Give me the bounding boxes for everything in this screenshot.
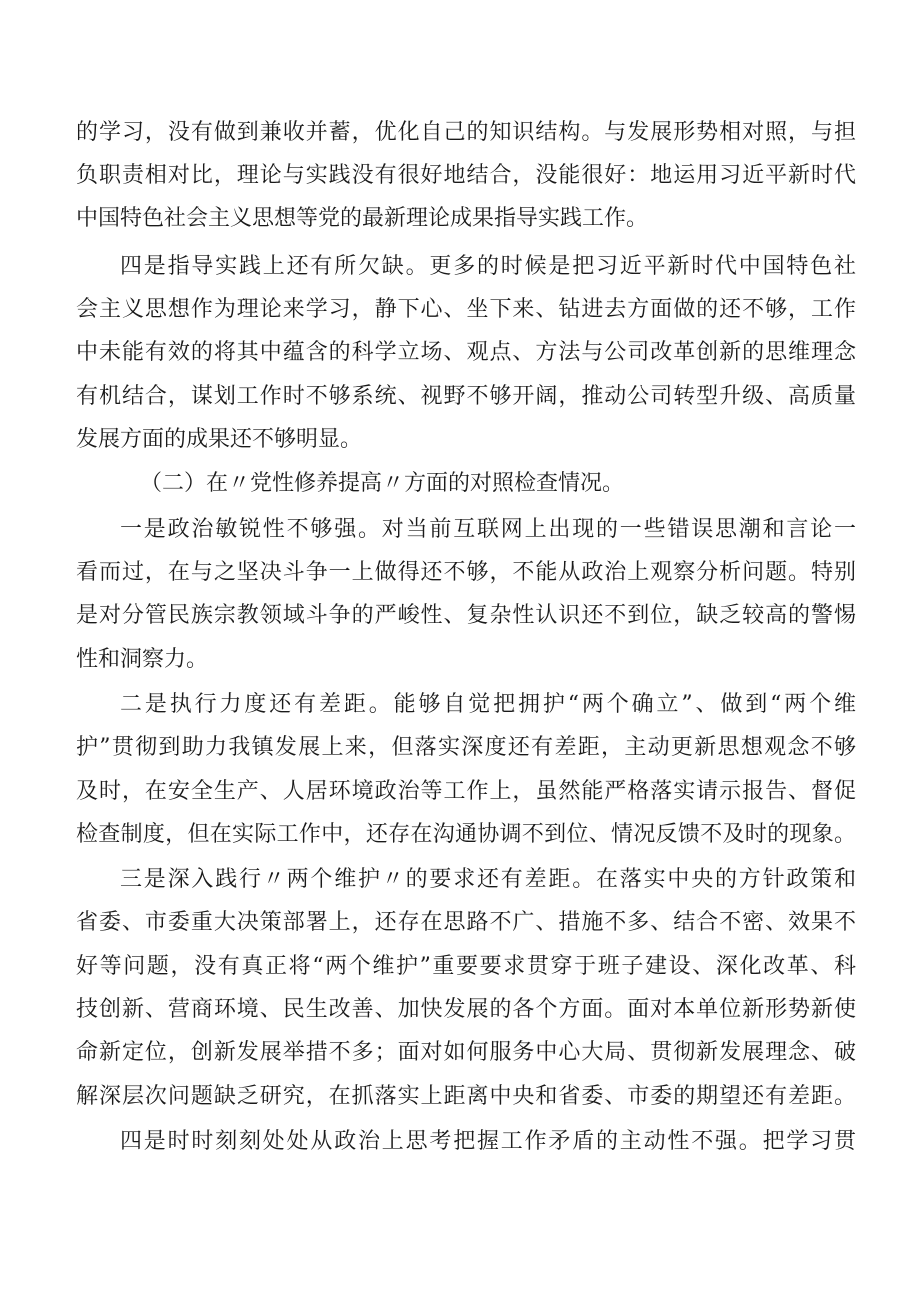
text-line: 好等问题，没有真正将“两个维护”重要要求贯穿于班子建设、深化改革、科 bbox=[76, 954, 856, 979]
text-line: 省委、市委重大决策部署上，还存在思路不广、措施不多、结合不密、效果不 bbox=[76, 910, 856, 935]
paragraph-first-line: 一是政治敏锐性不够强。对当前互联网上出现的一些错误思潮和言论一 bbox=[120, 517, 856, 542]
text-line: 发展方面的成果还不够明显。 bbox=[76, 427, 363, 452]
paragraph-first-line: 四是时时刻刻处处从政治上思考把握工作矛盾的主动性不强。把学习贯 bbox=[120, 1129, 856, 1154]
text-line: 检查制度，但在实际工作中，还存在沟通协调不到位、情况反馈不及时的现象。 bbox=[76, 822, 856, 847]
paragraph-first-line: 二是执行力度还有差距。能够自觉把拥护“两个确立”、做到“两个维 bbox=[120, 692, 856, 717]
paragraph-first-line: 三是深入践行〃两个维护〃的要求还有差距。在落实中央的方针政策和 bbox=[120, 867, 856, 892]
text-line: 技创新、营商环境、民生改善、加快发展的各个方面。面对本单位新形势新使 bbox=[76, 997, 856, 1022]
text-line: 解深层次问题缺乏研究，在抓落实上距离中央和省委、市委的期望还有差距。 bbox=[76, 1084, 856, 1109]
text-line: 中未能有效的将其中蕴含的科学立场、观点、方法与公司改革创新的思维理念 bbox=[76, 340, 856, 365]
text-line: 会主义思想作为理论来学习，静下心、坐下来、钻进去方面做的还不够，工作 bbox=[76, 297, 856, 322]
section-heading: （二）在〃党性修养提高〃方面的对照检查情况。 bbox=[140, 471, 625, 496]
text-line: 看而过，在与之坚决斗争一上做得还不够，不能从政治上观察分析问题。特别 bbox=[76, 560, 856, 585]
text-line: 负职责相对比，理论与实践没有很好地结合，没能很好：地运用习近平新时代 bbox=[76, 163, 856, 188]
text-line: 的学习，没有做到兼收并蓄，优化自己的知识结构。与发展形势相对照，与担 bbox=[76, 120, 856, 145]
text-line: 护”贯彻到助力我镇发展上来，但落实深度还有差距，主动更新思想观念不够 bbox=[76, 735, 856, 760]
text-line: 及时，在安全生产、人居环境政治等工作上，虽然能严格落实请示报告、督促 bbox=[76, 779, 856, 804]
text-line: 性和洞察力。 bbox=[76, 647, 209, 672]
text-line: 中国特色社会主义思想等党的最新理论成果指导实践工作。 bbox=[76, 206, 649, 231]
paragraph-first-line: 四是指导实践上还有所欠缺。更多的时候是把习近平新时代中国特色社 bbox=[120, 254, 856, 279]
text-line: 是对分管民族宗教领域斗争的严峻性、复杂性认识还不到位，缺乏较高的警惕 bbox=[76, 603, 856, 628]
text-line: 命新定位，创新发展举措不多；面对如何服务中心大局、贯彻新发展理念、破 bbox=[76, 1040, 856, 1065]
text-line: 有机结合，谋划工作时不够系统、视野不够开阔，推动公司转型升级、高质量 bbox=[76, 384, 856, 409]
